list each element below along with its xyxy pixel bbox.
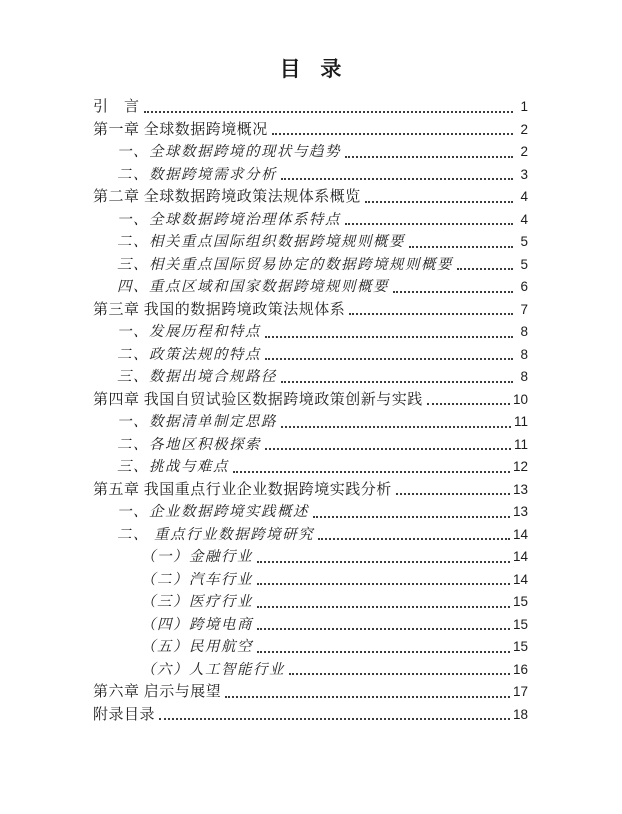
toc-entry-label: （四）跨境电商 xyxy=(141,616,253,633)
toc-entry-page: 13 xyxy=(512,481,528,497)
toc-entry-page: 12 xyxy=(512,459,528,474)
toc-entry-page: 14 xyxy=(512,549,528,564)
toc-entry xyxy=(93,365,528,388)
toc-entry xyxy=(93,320,528,343)
toc-leader-dots xyxy=(144,111,513,113)
toc-entry-label: 二、数据跨境需求分析 xyxy=(117,166,277,183)
toc-leader-dots xyxy=(345,156,513,158)
toc-leader-dots xyxy=(318,538,510,540)
toc-entry-page: 18 xyxy=(512,706,528,722)
toc-entry xyxy=(93,635,528,658)
toc-list xyxy=(93,95,528,725)
toc-leader-dots xyxy=(281,426,511,428)
toc-entry xyxy=(93,410,528,433)
toc-entry xyxy=(93,343,528,366)
toc-entry xyxy=(93,478,528,501)
toc-entry-label: 引 言 xyxy=(93,99,140,115)
toc-entry-page: 4 xyxy=(520,211,528,227)
toc-entry-page: 8 xyxy=(520,369,528,384)
toc-leader-dots xyxy=(427,403,510,405)
toc-leader-dots xyxy=(265,336,513,338)
toc-entry xyxy=(93,95,528,118)
toc-leader-dots xyxy=(257,606,510,608)
toc-entry xyxy=(93,230,528,253)
toc-leader-dots xyxy=(349,313,513,315)
toc-entry-label: 二、相关重点国际组织数据跨境规则概要 xyxy=(117,234,405,250)
toc-entry-page: 14 xyxy=(512,526,528,542)
toc-leader-dots xyxy=(257,628,510,630)
toc-entry-label: 二、各地区积极探索 xyxy=(117,436,261,453)
toc-entry-page: 13 xyxy=(512,504,528,519)
toc-entry xyxy=(93,658,528,681)
toc-entry-page: 3 xyxy=(520,166,528,182)
toc-leader-dots xyxy=(313,516,510,518)
toc-leader-dots xyxy=(257,583,510,585)
toc-leader-dots xyxy=(159,718,510,720)
toc-leader-dots xyxy=(345,223,513,225)
toc-leader-dots xyxy=(233,471,510,473)
toc-entry-label: 二、 重点行业数据跨境研究 xyxy=(117,526,315,543)
toc-entry-label: 一、全球数据跨境的现状与趋势 xyxy=(117,144,341,160)
toc-entry xyxy=(93,433,528,456)
toc-leader-dots xyxy=(281,178,513,180)
toc-entry xyxy=(93,208,528,231)
toc-entry xyxy=(93,388,528,411)
toc-entry-page: 11 xyxy=(513,414,528,429)
toc-entry-label: 三、数据出境合规路径 xyxy=(117,369,277,385)
toc-entry-page: 5 xyxy=(520,256,528,272)
toc-entry-page: 14 xyxy=(512,571,528,587)
toc-entry xyxy=(93,703,528,726)
toc-entry-label: （一）金融行业 xyxy=(141,549,253,565)
toc-entry xyxy=(93,455,528,478)
toc-leader-dots xyxy=(225,696,510,698)
toc-entry xyxy=(93,590,528,613)
toc-entry-label: 附录目录 xyxy=(93,706,156,723)
toc-entry xyxy=(93,185,528,208)
toc-entry-page: 15 xyxy=(512,639,528,654)
toc-leader-dots xyxy=(257,651,510,653)
toc-leader-dots xyxy=(257,561,510,563)
toc-entry-page: 17 xyxy=(512,684,528,699)
toc-entry-label: 第三章 我国的数据跨境政策法规体系 xyxy=(93,301,346,318)
toc-leader-dots xyxy=(265,358,513,360)
toc-entry-page: 15 xyxy=(512,594,528,609)
toc-entry-label: 第一章 全球数据跨境概况 xyxy=(93,121,268,138)
toc-entry xyxy=(93,275,528,298)
toc-leader-dots xyxy=(281,381,513,383)
toc-entry-page: 11 xyxy=(513,436,528,452)
toc-leader-dots xyxy=(393,291,513,293)
toc-leader-dots xyxy=(289,673,510,675)
toc-leader-dots xyxy=(272,133,513,135)
toc-entry-label: 第二章 全球数据跨境政策法规体系概览 xyxy=(93,189,361,205)
toc-entry-label: 第四章 我国自贸试验区数据跨境政策创新与实践 xyxy=(93,391,423,408)
toc-entry xyxy=(93,613,528,636)
toc-leader-dots xyxy=(409,246,513,248)
toc-entry-page: 2 xyxy=(520,121,528,137)
toc-entry-label: （五）民用航空 xyxy=(141,639,253,655)
toc-entry-label: 第六章 启示与展望 xyxy=(93,684,222,700)
toc-entry-label: 二、政策法规的特点 xyxy=(117,346,261,363)
toc-entry-label: 三、相关重点国际贸易协定的数据跨境规则概要 xyxy=(117,256,453,273)
toc-entry xyxy=(93,140,528,163)
toc-entry-page: 5 xyxy=(520,234,528,249)
toc-entry-label: 一、数据清单制定思路 xyxy=(117,414,277,430)
toc-leader-dots xyxy=(457,268,513,270)
toc-entry-page: 7 xyxy=(520,301,528,317)
toc-entry xyxy=(93,568,528,591)
toc-entry-label: 四、重点区域和国家数据跨境规则概要 xyxy=(117,279,389,295)
toc-leader-dots xyxy=(396,493,510,495)
toc-entry-label: 一、发展历程和特点 xyxy=(117,324,261,340)
toc-entry-label: 第五章 我国重点行业企业数据跨境实践分析 xyxy=(93,481,392,498)
toc-entry-label: 一、全球数据跨境治理体系特点 xyxy=(117,211,341,228)
toc-entry-page: 10 xyxy=(512,391,528,407)
page-title: 目 录 xyxy=(279,58,349,81)
toc-entry-page: 8 xyxy=(520,346,528,362)
toc-entry-page: 2 xyxy=(520,144,528,159)
toc-entry xyxy=(93,523,528,546)
toc-entry-label: （三）医疗行业 xyxy=(141,594,253,610)
toc-leader-dots xyxy=(265,448,511,450)
toc-entry-page: 4 xyxy=(520,189,528,204)
toc-entry xyxy=(93,545,528,568)
toc-entry xyxy=(93,500,528,523)
toc-entry-label: （六）人工智能行业 xyxy=(141,661,285,678)
toc-entry xyxy=(93,118,528,141)
toc-entry-page: 8 xyxy=(520,324,528,339)
toc-entry-page: 6 xyxy=(520,279,528,294)
toc-entry-page: 15 xyxy=(512,616,528,632)
toc-entry-label: 一、企业数据跨境实践概述 xyxy=(117,504,309,520)
toc-entry xyxy=(93,298,528,321)
toc-entry xyxy=(93,163,528,186)
toc-entry xyxy=(93,253,528,276)
toc-entry-label: （二）汽车行业 xyxy=(141,571,253,588)
toc-entry-label: 三、挑战与难点 xyxy=(117,459,229,475)
toc-leader-dots xyxy=(365,201,513,203)
toc-entry-page: 1 xyxy=(520,99,528,114)
toc-entry xyxy=(93,680,528,703)
toc-entry-page: 16 xyxy=(512,661,528,677)
